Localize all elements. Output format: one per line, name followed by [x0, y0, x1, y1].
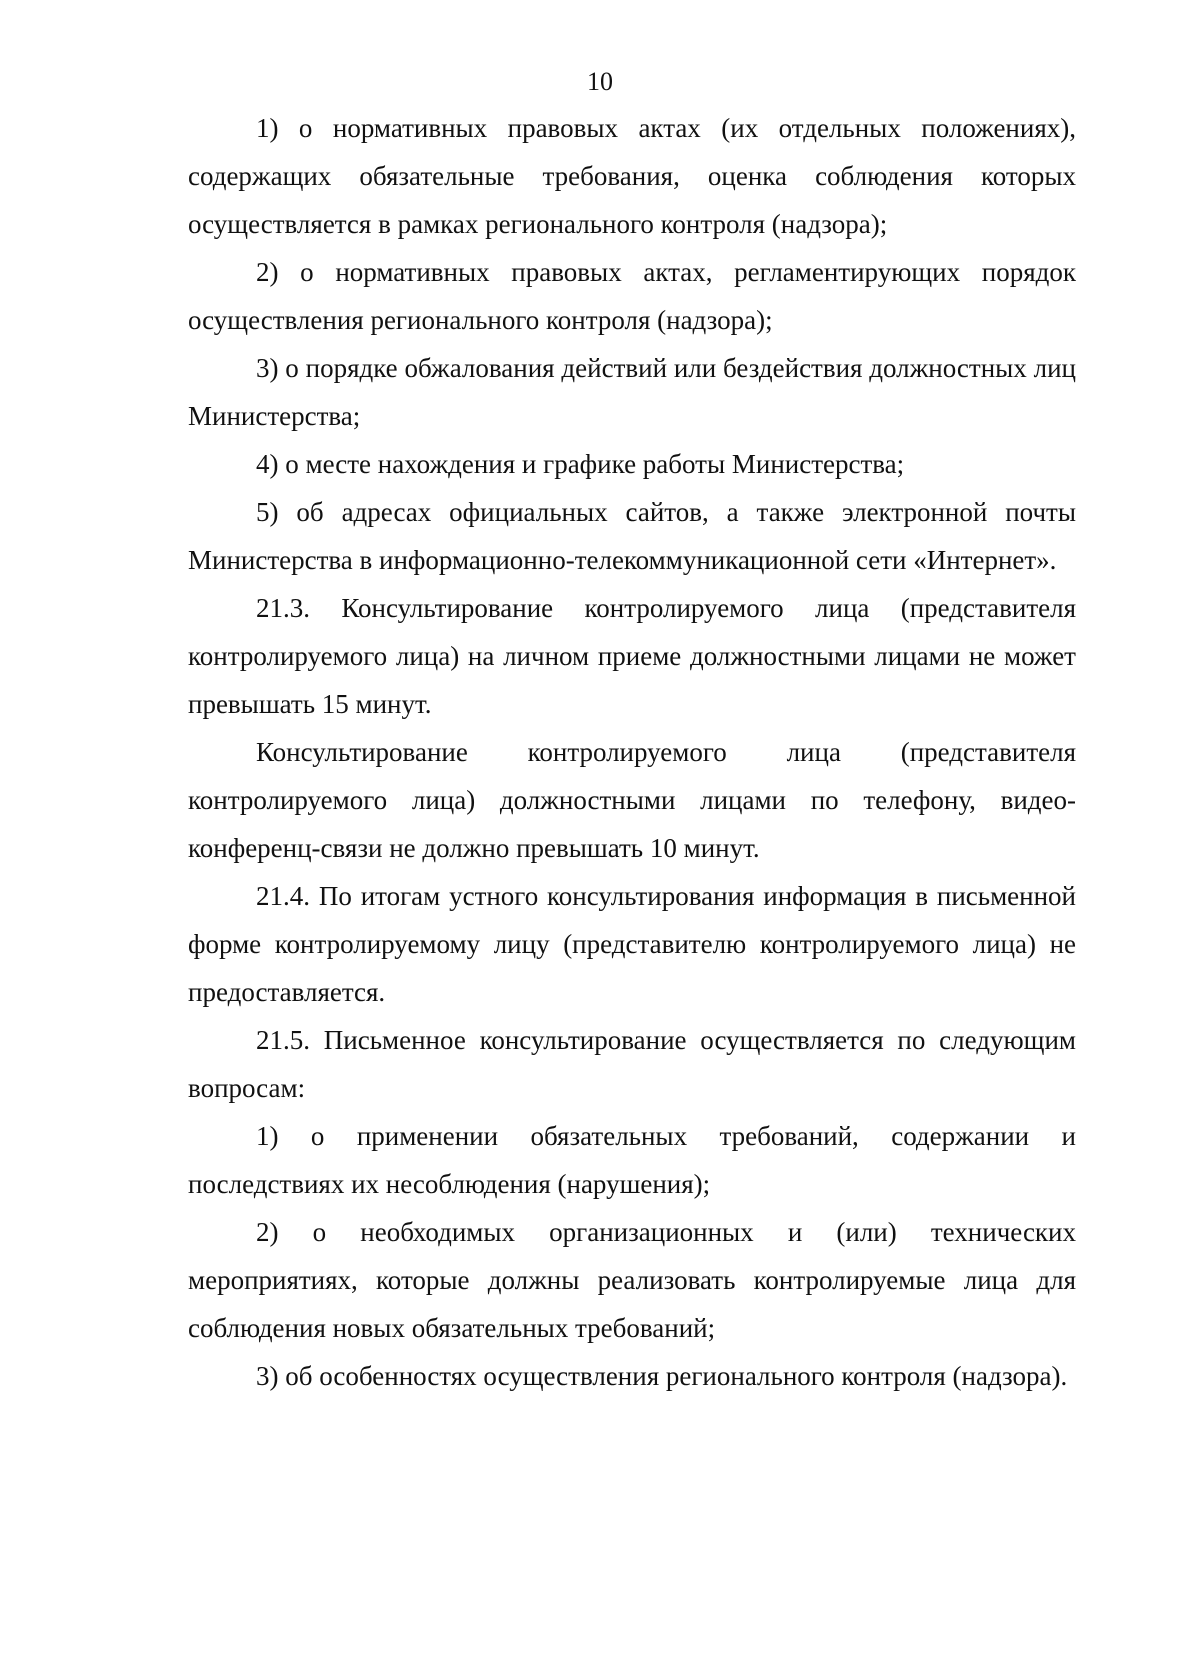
document-body [188, 104, 1076, 1400]
clause-21-3-phone-consultation: Консультирование контролируемого лица (представителя контролируемого лица) должностными лицами по телефону, видео-конференц-связи не должно превышать 10 минут. [188, 737, 1076, 863]
clause-21-5: 21.5. Письменное консультирование осуществляется по следующим вопросам: [188, 1025, 1076, 1103]
clause-21-4: 21.4. По итогам устного консультирования информация в письменной форме контролируемому лицу (представителю контролируемого лица) не предоставляется. [188, 881, 1076, 1007]
list-item-normative-acts: 1) о нормативных правовых актах (их отдельных положениях), содержащих обязательные требования, оценка соблюдения которых осуществляется в рамках регионального контроля (надзора); [188, 113, 1076, 239]
list-item-appeal-procedure: 3) о порядке обжалования действий или бездействия должностных лиц Министерства; [188, 353, 1076, 431]
clause-21-3: 21.3. Консультирование контролируемого лица (представителя контролируемого лица) на личном приеме должностными лицами не может превышать 15 минут. [188, 593, 1076, 719]
list-item-websites-email: 5) об адресах официальных сайтов, а также электронной почты Министерства в информационно-телекоммуникационной сети «Интернет». [188, 497, 1076, 575]
list-item-requirements-application: 1) о применении обязательных требований, содержании и последствиях их несоблюдения (нарушения); [188, 1121, 1076, 1199]
page-number: 10 [587, 67, 613, 96]
list-item-organizational-measures: 2) о необходимых организационных и (или) технических мероприятиях, которые должны реализовать контролируемые лица для соблюдения новых обязательных требований; [188, 1217, 1076, 1343]
list-item-location-schedule: 4) о месте нахождения и графике работы Министерства; [256, 449, 905, 479]
list-item-control-features: 3) об особенностях осуществления регионального контроля (надзора). [256, 1361, 1068, 1391]
list-item-regulating-acts: 2) о нормативных правовых актах, регламентирующих порядок осуществления регионального контроля (надзора); [188, 257, 1076, 335]
